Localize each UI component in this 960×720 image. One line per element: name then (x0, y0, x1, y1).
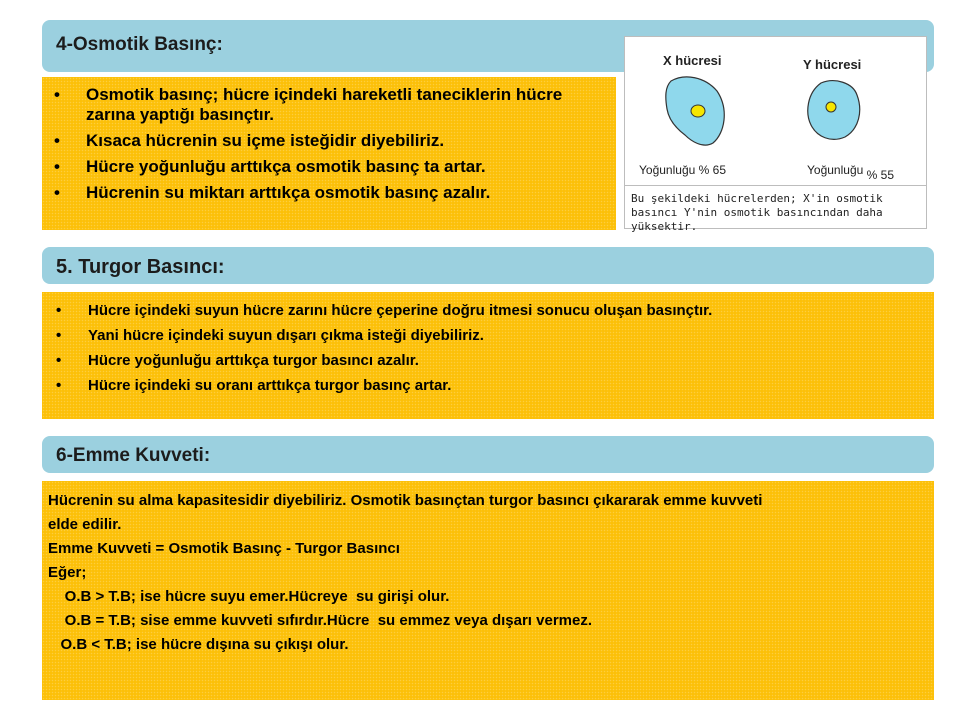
bullet-bold-term: Osmotik basınç; (86, 85, 219, 104)
section6-header (42, 436, 934, 473)
x-density-label: Yoğunluğu % 65 (639, 163, 726, 177)
y-cell-nucleus (826, 102, 836, 112)
condition-line: O.B < T.B; ise hücre dışına su çıkışı olur. (48, 636, 349, 653)
y-density-label: Yoğunluğu % 55 (807, 163, 894, 182)
x-cell-nucleus (691, 105, 705, 117)
section4-title: 4-Osmotik Basınç: (56, 34, 223, 55)
condition-heading: Eğer; (48, 564, 87, 581)
list-item: • Yani hücre içindeki suyun dışarı çıkma isteği diyebiliriz. (42, 323, 934, 348)
section4-panel (42, 77, 616, 230)
bullet-text: Kısaca hücrenin su içme isteğidir diyebiliriz. (86, 131, 445, 150)
list-item: • Hücre içindeki su oranı arttıkça turgor basınç artar. (42, 373, 934, 398)
list-item (42, 157, 616, 177)
bullet-text: hücre içindeki hareketli taneciklerin hücre zarına yaptığı basınçtır. (86, 85, 563, 124)
osmotic-pressure-figure (624, 36, 927, 233)
list-item (42, 183, 616, 203)
paragraph-line: Hücrenin su alma kapasitesidir diyebiliriz. Osmotik basınçtan turgor basıncı çıkararak emme kuvveti (48, 492, 763, 509)
formula-line: Emme Kuvveti = Osmotik Basınç - Turgor Basıncı (48, 540, 400, 557)
section6-panel (42, 481, 934, 700)
list-item (42, 85, 616, 125)
bullet-text: Hücre yoğunluğu arttıkça osmotik basınç ta artar. (86, 157, 486, 176)
figure-caption: Bu şekildeki hücrelerden; X'in osmotik basıncı Y'nin osmotik basıncından daha yüksektir. (625, 185, 926, 229)
list-item (42, 131, 616, 151)
y-cell-label: Y hücresi (803, 57, 862, 72)
section5-panel (42, 292, 934, 419)
section5-title: 5. Turgor Basıncı: (56, 256, 225, 278)
list-item: • Hücre içindeki suyun hücre zarını hücre çeperine doğru itmesi sonucu oluşan basınçtır. (42, 298, 934, 323)
section6-title: 6-Emme Kuvveti: (56, 445, 211, 466)
section5-header (42, 247, 934, 284)
section5-bullet-list (42, 298, 934, 398)
condition-line: O.B > T.B; ise hücre suyu emer.Hücreye su girişi olur. (48, 588, 450, 605)
x-cell-label: X hücresi (663, 53, 722, 68)
section4-bullet-list (42, 85, 616, 203)
paragraph-line: elde edilir. (48, 516, 122, 533)
bullet-text: Hücrenin su miktarı arttıkça osmotik basınç azalır. (86, 183, 491, 202)
condition-line: O.B = T.B; sise emme kuvveti sıfırdır.Hücre su emmez veya dışarı vermez. (48, 612, 593, 629)
list-item: • Hücre yoğunluğu arttıkça turgor basıncı azalır. (42, 348, 934, 373)
